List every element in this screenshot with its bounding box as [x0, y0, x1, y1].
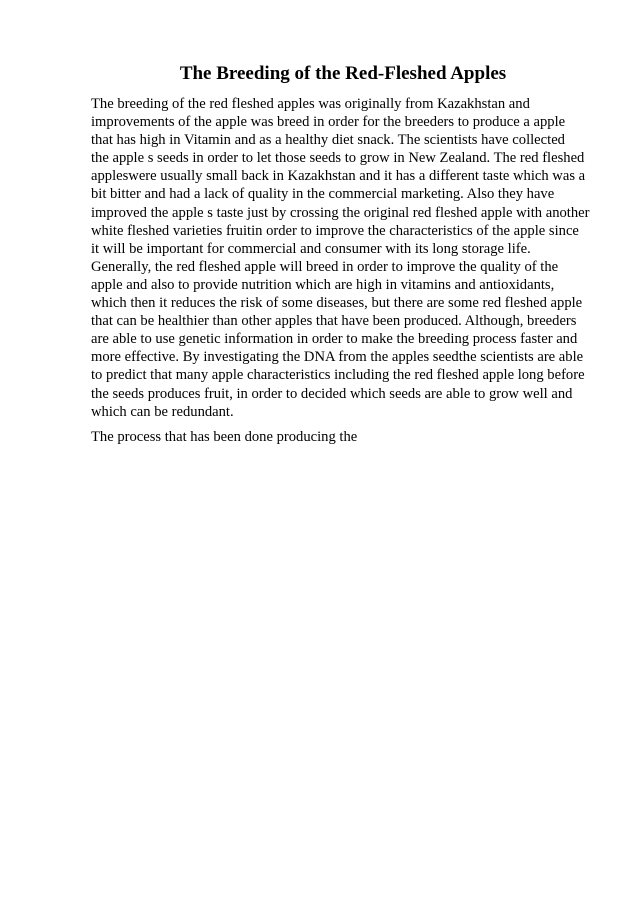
paragraph-line: bit bitter and had a lack of quality in the commercial marketing. Also they have	[91, 186, 555, 203]
body-paragraph-2: The process that has been done producing the	[91, 429, 358, 445]
paragraph-line: white fleshed varieties fruitin order to improve the characteristics of the apple since	[91, 222, 579, 239]
paragraph-line: Generally, the red fleshed apple will breed in order to improve the quality of the	[91, 258, 559, 275]
paragraph-line: improvements of the apple was breed in order for the breeders to produce a apple	[91, 114, 566, 131]
paragraph-line: are able to use genetic information in order to make the breeding process faster and	[91, 331, 578, 348]
paragraph-line: to predict that many apple characteristics including the red fleshed apple long before	[91, 367, 585, 384]
paragraph-line: it will be important for commercial and consumer with its long storage life.	[91, 240, 531, 257]
paragraph-line: The breeding of the red fleshed apples was originally from Kazakhstan and	[91, 96, 530, 112]
paragraph-line: improved the apple s taste just by crossing the original red fleshed apple with another	[91, 204, 590, 221]
paragraph-line: the seeds produces fruit, in order to decided which seeds are able to grow well and	[91, 385, 573, 402]
paragraph-line: more effective. By investigating the DNA from the apples seedthe scientists are able	[91, 349, 584, 366]
document-title: The Breeding of the Red-Fleshed Apples	[179, 63, 507, 84]
paragraph-line: that can be healthier than other apples that have been produced. Although, breeders	[91, 313, 577, 330]
paragraph-line: apple and also to provide nutrition which are high in vitamins and antioxidants,	[91, 276, 555, 293]
paragraph-line: which can be redundant.	[91, 403, 234, 420]
paragraph-line: the apple s seeds in order to let those seeds to grow in New Zealand. The red fleshed	[91, 150, 585, 167]
body-paragraph-1	[91, 95, 591, 421]
paragraph-line: that has high in Vitamin and as a healthy diet snack. The scientists have collected	[91, 132, 565, 149]
paragraph-line: appleswere usually small back in Kazakhstan and it has a different taste which was a	[91, 168, 586, 185]
paragraph-line: which then it reduces the risk of some diseases, but there are some red fleshed apple	[91, 295, 583, 312]
